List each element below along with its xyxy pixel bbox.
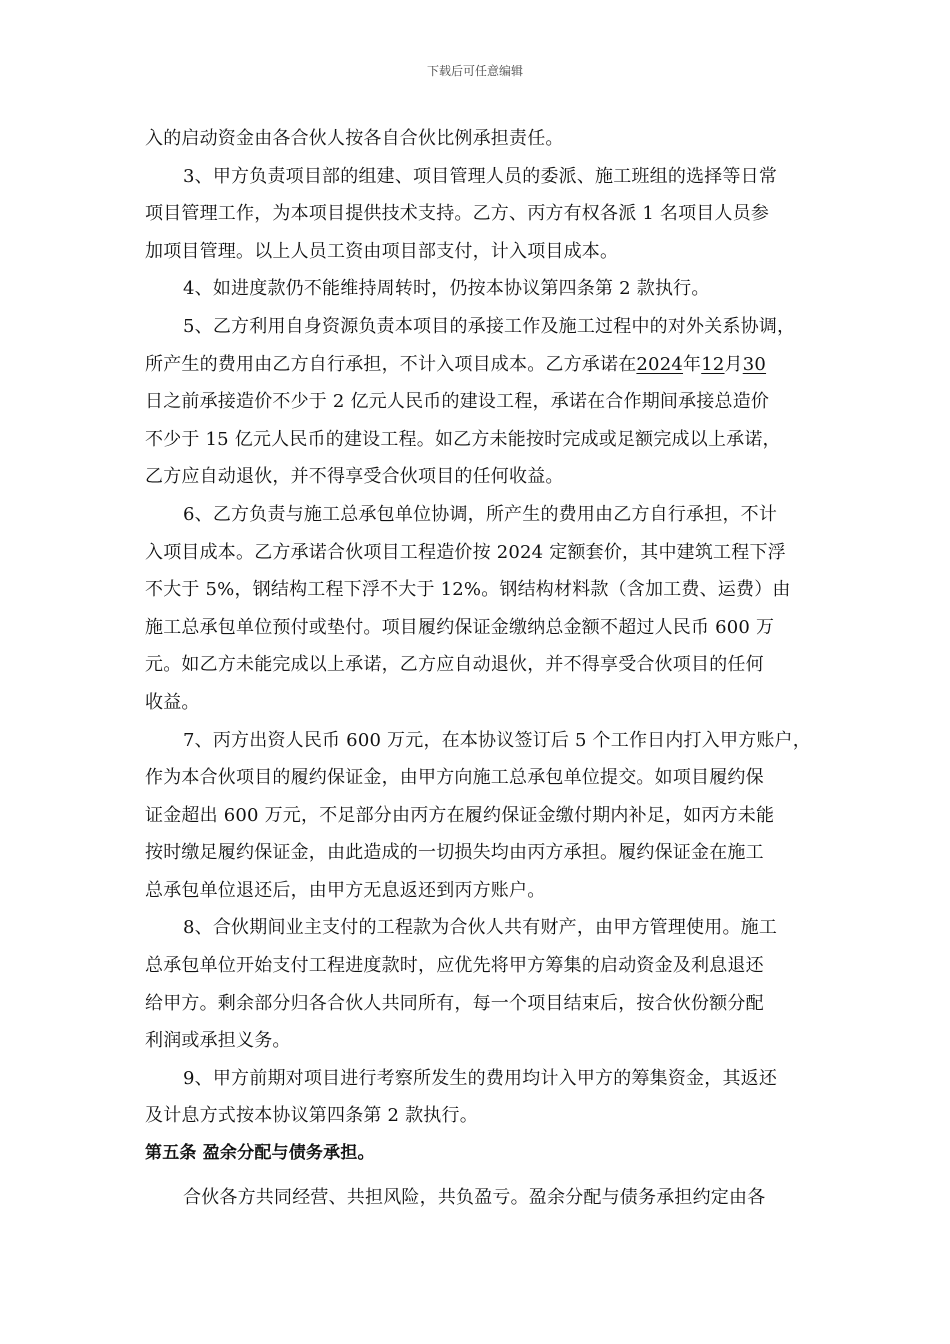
paragraph-line: [145, 346, 815, 384]
paragraph-line: 不大于 5%，钢结构工程下浮不大于 12%。钢结构材料款（含加工费、运费）由: [145, 579, 791, 601]
clause-3-line: 3、甲方负责项目部的组建、项目管理人员的委派、施工班组的选择等日常: [183, 165, 778, 187]
clause-9-line: 9、甲方前期对项目进行考察所发生的费用均计入甲方的筹集资金，其返还: [183, 1067, 778, 1089]
paragraph-line: 加项目管理。以上人员工资由项目部支付，计入项目成本。: [145, 240, 619, 262]
clause-6-line: 6、乙方负责与施工总承包单位协调，所产生的费用由乙方自行承担，不计: [183, 503, 778, 525]
text-segment: 年: [683, 353, 702, 375]
paragraph-line: 及计息方式按本协议第四条第 2 款执行。: [145, 1105, 478, 1127]
paragraph-line: 乙方应自动退伙，并不得享受合伙项目的任何收益。: [145, 466, 564, 488]
section-5-paragraph-line: 合伙各方共同经营、共担风险，共负盈亏。盈余分配与债务承担约定由各: [183, 1186, 766, 1208]
paragraph-line: 日之前承接造价不少于 2 亿元人民币的建设工程，承诺在合作期间承接总造价: [145, 391, 770, 413]
document-body: [145, 120, 815, 1216]
paragraph-line: 入的启动资金由各合伙人按各自合伙比例承担责任。: [145, 128, 564, 149]
paragraph-line: 收益。: [145, 691, 200, 713]
underlined-year: 2024: [636, 353, 684, 375]
paragraph-line: 作为本合伙项目的履约保证金，由甲方向施工总承包单位提交。如项目履约保: [145, 767, 764, 789]
clause-4-line: 4、如进度款仍不能维持周转时，仍按本协议第四条第 2 款执行。: [183, 278, 710, 300]
paragraph-line: 不少于 15 亿元人民币的建设工程。如乙方未能按时完成或足额完成以上承诺，: [145, 428, 781, 450]
paragraph-line: 施工总承包单位预付或垫付。项目履约保证金缴纳总金额不超过人民币 600 万: [145, 616, 775, 638]
section-5-heading: 第五条 盈余分配与债务承担。: [145, 1143, 375, 1164]
paragraph-line: 按时缴足履约保证金，由此造成的一切损失均由丙方承担。履约保证金在施工: [145, 842, 764, 864]
paragraph-line: 元。如乙方未能完成以上承诺，乙方应自动退伙，并不得享受合伙项目的任何: [145, 654, 764, 676]
page-header: 下载后可任意编辑: [426, 64, 523, 78]
paragraph-line: 入项目成本。乙方承诺合伙项目工程造价按 2024 定额套价，其中建筑工程下浮: [145, 541, 786, 563]
clause-7-line: 7、丙方出资人民币 600 万元，在本协议签订后 5 个工作日内打入甲方账户，: [183, 729, 811, 751]
text-segment: 所产生的费用由乙方自行承担，不计入项目成本。乙方承诺在: [145, 353, 637, 375]
clause-5-line: 5、乙方利用自身资源负责本项目的承接工作及施工过程中的对外关系协调，: [183, 315, 796, 337]
underlined-month: 12: [701, 353, 725, 375]
paragraph-line: 总承包单位退还后，由甲方无息返还到丙方账户。: [145, 879, 546, 901]
paragraph-line: 证金超出 600 万元，不足部分由丙方在履约保证金缴付期内补足，如丙方未能: [145, 804, 775, 826]
paragraph-line: 总承包单位开始支付工程进度款时，应优先将甲方筹集的启动资金及利息退还: [145, 955, 764, 977]
underlined-day: 30: [742, 353, 767, 375]
paragraph-line: 利润或承担义务。: [145, 1030, 291, 1052]
paragraph-line: 项目管理工作，为本项目提供技术支持。乙方、丙方有权各派 1 名项目人员参: [145, 203, 770, 225]
text-segment: 月: [724, 353, 743, 375]
paragraph-line: 给甲方。剩余部分归各合伙人共同所有，每一个项目结束后，按合伙份额分配: [145, 992, 764, 1014]
clause-8-line: 8、合伙期间业主支付的工程款为合伙人共有财产，由甲方管理使用。施工: [183, 917, 778, 939]
